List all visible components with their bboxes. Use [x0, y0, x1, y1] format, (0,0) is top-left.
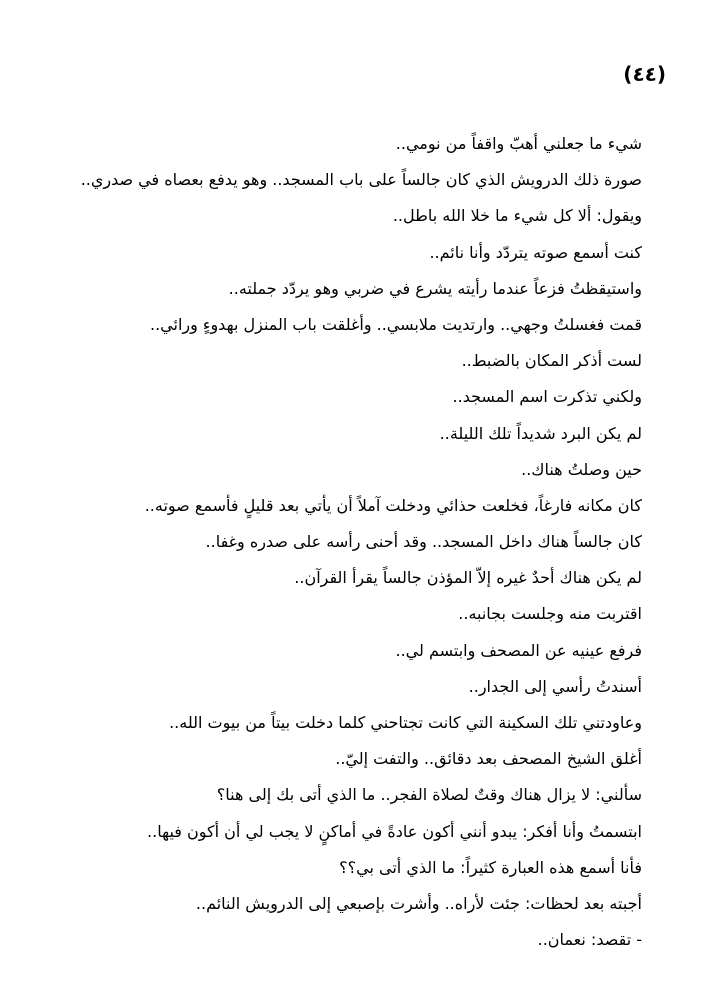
text-line: حين وصلتُ هناك.. — [521, 459, 642, 479]
text-line: كان مكانه فارغاً، فخلعت حذائي ودخلت آملاً أن يأتي بعد قليلٍ فأسمع صوته.. — [144, 495, 642, 515]
text-line: اقتربت منه وجلست بجانبه.. — [458, 604, 642, 624]
text-line: ابتسمتُ وأنا أفكر: يبدو أنني أكون عادةً في أماكنٍ لا يجب لي أن أكون فيها.. — [147, 821, 642, 841]
body-text — [42, 134, 642, 966]
text-line: فأنا أسمع هذه العبارة كثيراً: ما الذي أتى بي؟؟ — [339, 857, 642, 877]
text-line: ولكني تذكرت اسم المسجد.. — [452, 387, 642, 407]
text-line: أجبته بعد لحظات: جئت لأراه.. وأشرت بإصبعي إلى الدرويش النائم.. — [195, 893, 642, 913]
text-line: لست أذكر المكان بالضبط.. — [461, 351, 642, 371]
text-line: أسندتُ رأسي إلى الجدار.. — [468, 676, 642, 696]
text-line: لم يكن هناك أحدٌ غيره إلاّ المؤذن جالساً يقرأ القرآن.. — [294, 568, 642, 588]
text-line: قمت فغسلتُ وجهي.. وارتديت ملابسي.. وأغلقت باب المنزل بهدوءٍ ورائي.. — [149, 314, 642, 334]
text-line: لم يكن البرد شديداً تلك الليلة.. — [439, 423, 642, 443]
text-line: ويقول: ألا كل شيء ما خلا الله باطل.. — [392, 206, 642, 226]
text-line: شيء ما جعلني أهبّ واقفاً من نومي.. — [395, 134, 642, 153]
text-line: سألني: لا يزال هناك وقتٌ لصلاة الفجر.. ما الذي أتى بك إلى هنا؟ — [216, 785, 642, 805]
page-number: (٤٤) — [623, 62, 666, 86]
text-line: واستيقظتُ فزعاً عندما رأيته يشرع في ضربي وهو يردّد جملته.. — [228, 278, 642, 298]
text-line: - تقصد: نعمان.. — [537, 930, 642, 950]
text-line: صورة ذلك الدرويش الذي كان جالساً على باب المسجد.. وهو يدفع بعصاه في صدري.. — [80, 170, 642, 190]
text-line: كان جالساً هناك داخل المسجد.. وقد أحنى رأسه على صدره وغفا.. — [205, 532, 642, 552]
text-line: فرفع عينيه عن المصحف وابتسم لي.. — [395, 640, 642, 660]
text-line: كنت أسمع صوته يتردّد وأنا نائم.. — [429, 242, 642, 262]
text-line: وعاودتني تلك السكينة التي كانت تجتاحني كلما دخلت بيتاً من بيوت الله.. — [169, 713, 642, 732]
text-line: أغلق الشيخ المصحف بعد دقائق.. والتفت إليّ.. — [335, 749, 642, 769]
